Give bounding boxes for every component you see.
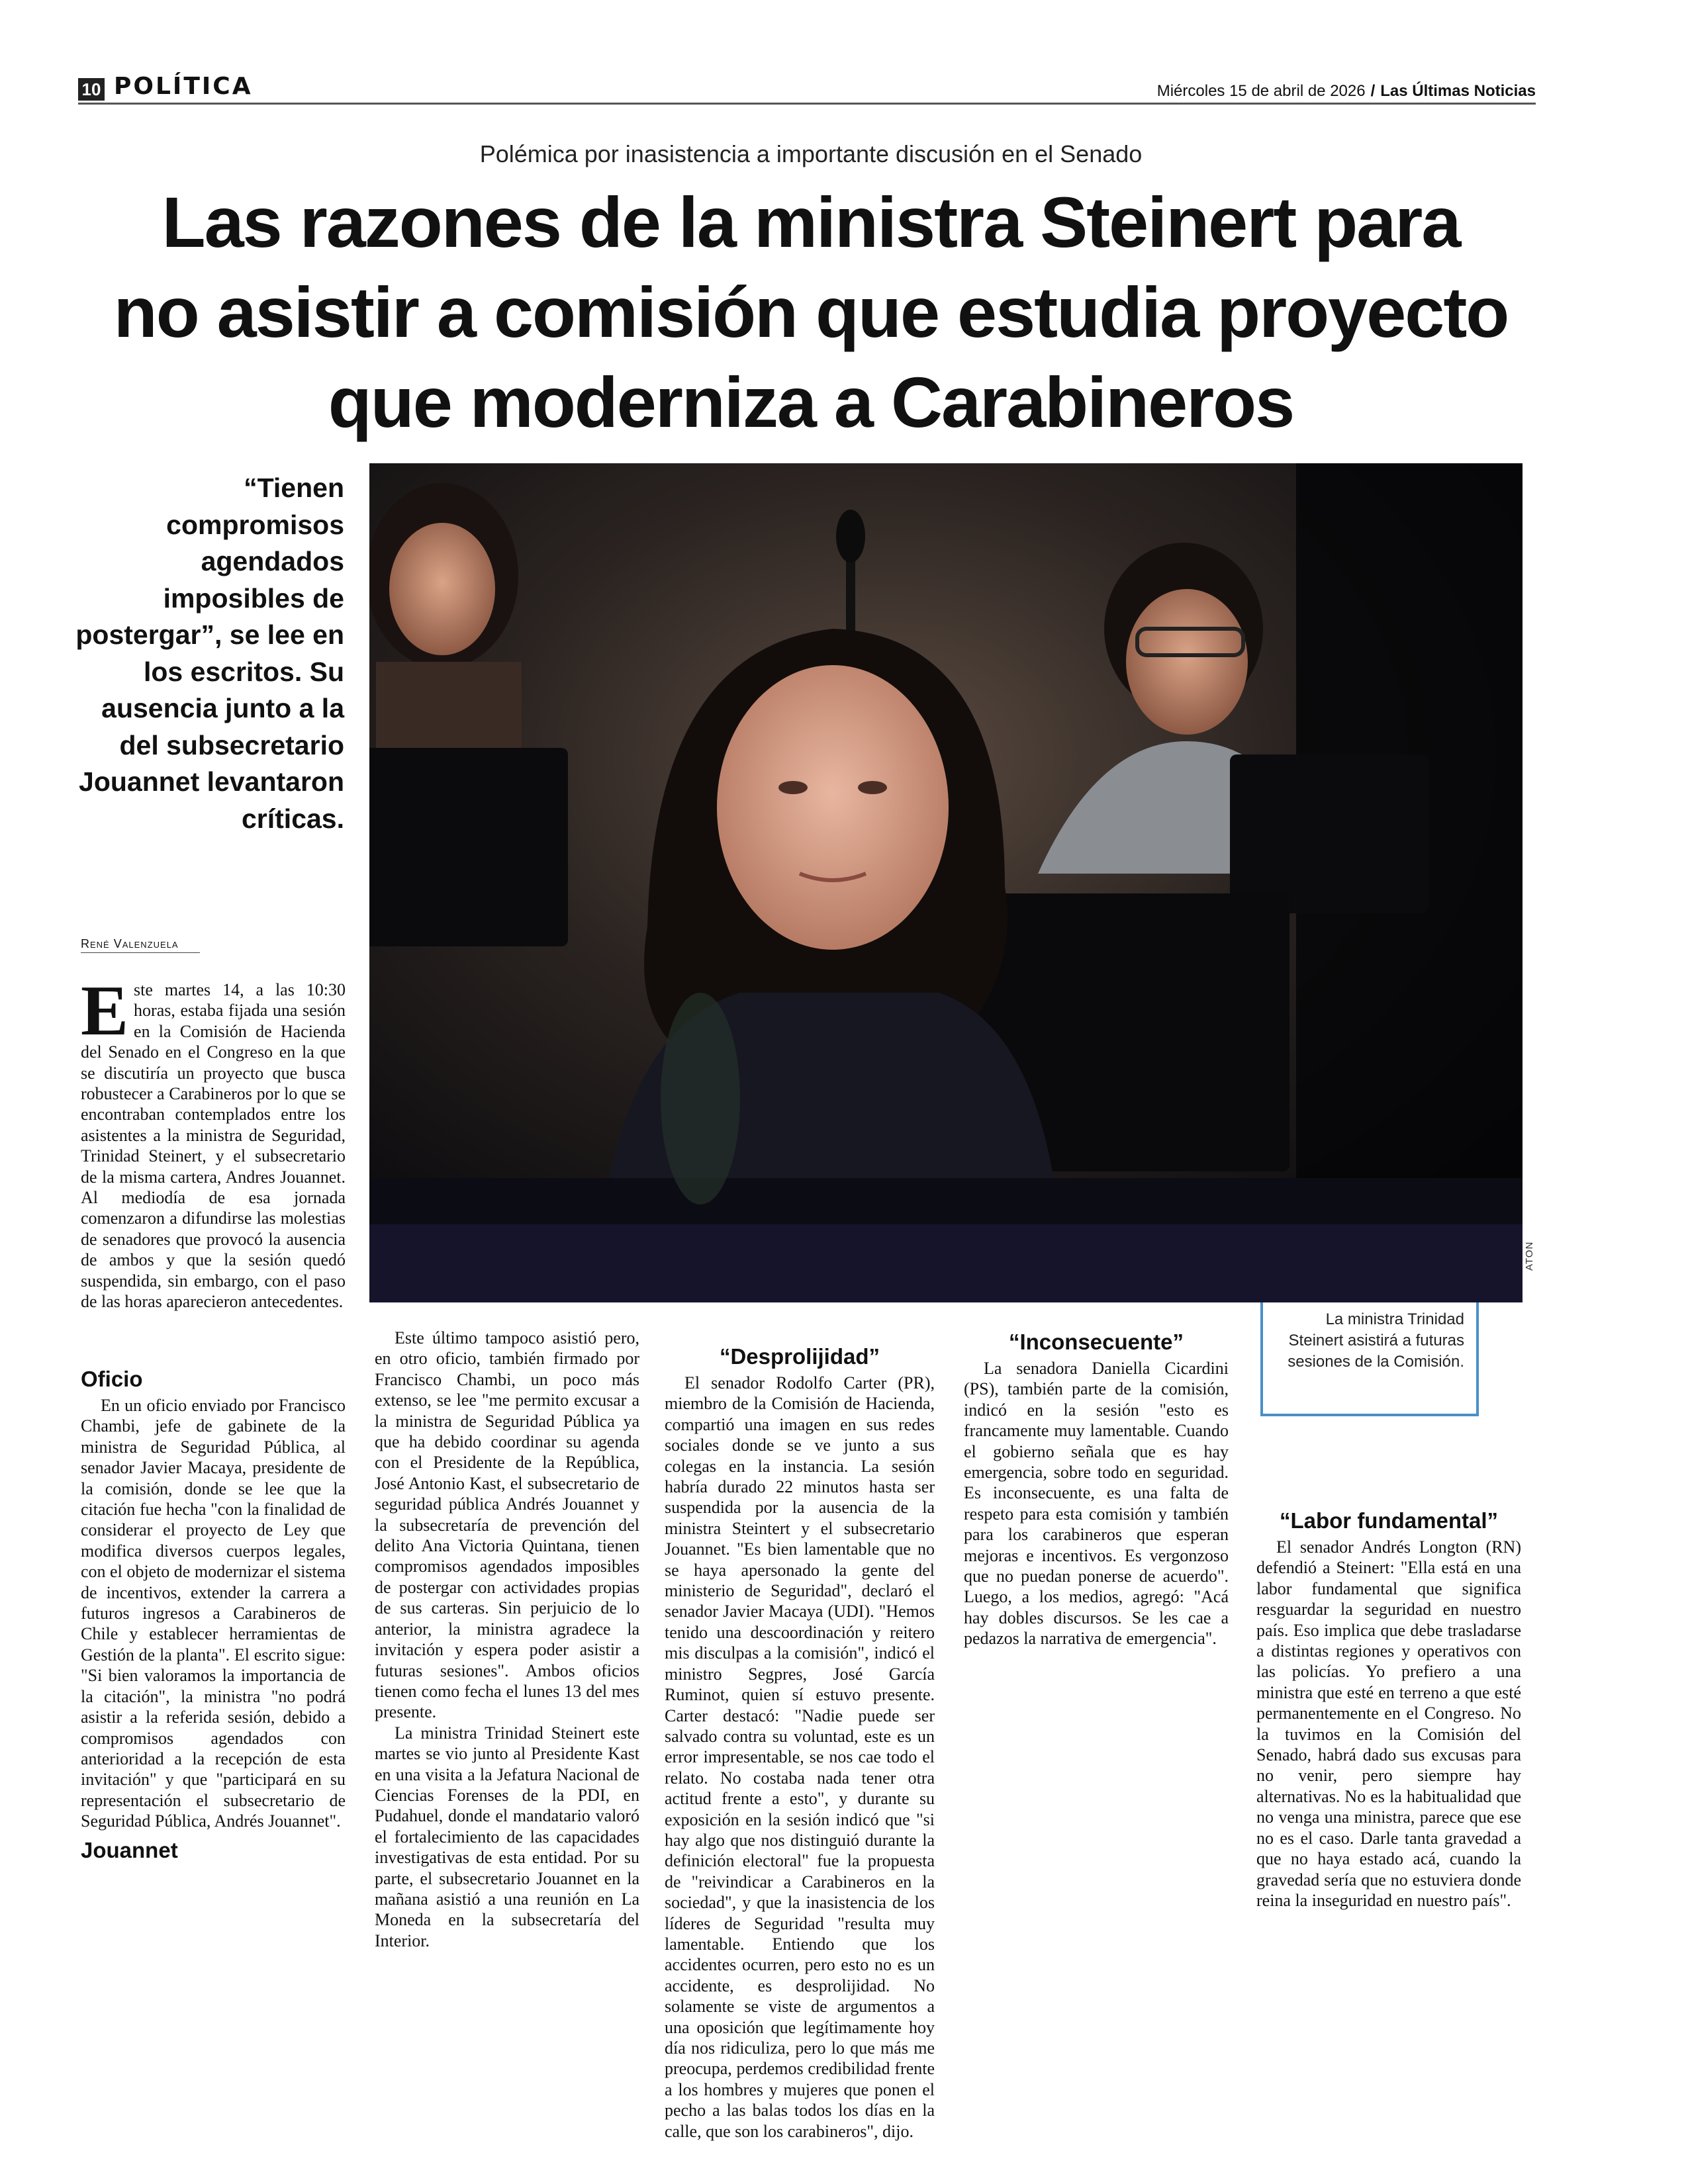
headline-line: no asistir a comisión que estudia proyecto: [113, 272, 1509, 352]
section-paragraph: En un oficio enviado por Francisco Chambi, jefe de gabinete de la ministra de Seguridad Pública, al senador Javier Macaya, presidente de la comisión, donde se lee que la citación fue hecha "con la finalidad de considerar el proyecto de Ley que modifica diversos cuerpos legales, con el objeto de modernizar el sistema de incentivos, extender la carrera a futuros ingresos a Carabineros de Chile y establecer herramientas de Gestión de la planta". El escrito sigue: "Si bien valoramos la importancia de la citación", la ministra "no podrá asistir a la referida sesión, debido a compromisos agendados con anterioridad a la recepción de esta invitación" y que "participará en su representación el subsecretario de Seguridad Pública, Andrés Jouannet".: [81, 1396, 346, 1831]
section-paragraph: La ministra Trinidad Steinert este martes se vio junto al Presidente Kast en una visita a la Jefatura Nacional de Ciencias Forenses de la PDI, en Pudahuel, donde el mandatario valoró el fortalecimiento de las capacidades investigativas de esta entidad. Por su parte, el subsecretario Jouannet en la mañana asistió a una reunión en La Moneda en la subsecretaría del Interior.: [375, 1723, 639, 1950]
photo-caption: La ministra Trinidad Steinert asistirá a futuras sesiones de la Comisión.: [1260, 1302, 1479, 1416]
page-number: 10: [78, 78, 105, 101]
lead-paragraph: [81, 972, 346, 1312]
header-rule: [78, 103, 1536, 105]
publication-date: Miércoles 15 de abril de 2026: [1156, 82, 1366, 100]
dateline-separator: /: [1370, 82, 1376, 100]
kicker: Polémica por inasistencia a importante discusión en el Senado: [479, 140, 1143, 167]
newspaper-name: Las Últimas Noticias: [1380, 82, 1536, 100]
column-2: [375, 1328, 639, 1951]
column-5: [1256, 1502, 1521, 1911]
column-4: [964, 1324, 1229, 1649]
subhead-oficio: Oficio: [81, 1367, 143, 1391]
headline-line: que moderniza a Carabineros: [328, 362, 1294, 442]
section-paragraph: La senadora Daniella Cicardini (PS), también parte de la comisión, indicó en la sesión "esto es francamente muy lamentable. Cuando el gobierno señala que es hay emergencia, sobre todo en seguridad. Es inconsecuente, es una falta de respeto para esta comisión y también para los carabineros que esperan mejoras e incentivos. Es vergonzoso que no puedan ponerse de acuerdo". Luego, a los medios, agregó: "Acá hay dobles discursos. Se les cae a pedazos la narrativa de emergencia".: [964, 1359, 1229, 1649]
subhead-inconsecuente: “Inconsecuente”: [1008, 1330, 1184, 1354]
pull-quote: “Tienen compromisos agendados imposibles de postergar”, se lee en los escritos. Su ausencia junto a la del subsecretario Jouannet levantaron críticas.: [75, 473, 344, 834]
main-photo: [369, 463, 1523, 1302]
byline: René Valenzuela: [81, 937, 200, 953]
subhead-jouannet: Jouannet: [81, 1837, 178, 1862]
subhead-labor-fundamental: “Labor fundamental”: [1279, 1508, 1499, 1533]
column-1-continued: [81, 1361, 346, 1866]
dateline: [1157, 82, 1536, 101]
column-1: [81, 972, 346, 1312]
photo-credit: ATON: [1524, 1241, 1535, 1271]
lead-text: ste martes 14, a las 10:30 horas, estaba fijada una sesión en la Comisión de Hacienda del Senado en el Congreso en la que se discutiría un proyecto que busca robustecer a Carabineros por lo que se encontraban contemplados entre los asistentes a la ministra de Seguridad, Trinidad Steinert, y el subsecretario de la misma cartera, Andres Jouannet. Al mediodía de esa jornada comenzaron a difundirse las molestias de senadores que provocó la ausencia de ambos y que la sesión quedó suspendida, sin embargo, con el paso de las horas aparecieron antecedentes.: [81, 980, 346, 1312]
column-3: [665, 1338, 935, 2142]
photo-illustration: [369, 463, 1523, 1302]
section-paragraph: El senador Rodolfo Carter (PR), miembro de la Comisión de Hacienda, compartió una imagen en sus redes sociales donde se ve junto a sus colegas en la instancia. La sesión habría durado 22 minutos hasta ser suspendida por la ausencia de la ministra Steintert y el subsecretario Jouannet. "Es bien lamentable que no se haya apersonado la gente del ministerio de Seguridad", declaró el senador Javier Macaya (UDI). "Hemos tenido una descoordinación y reitero mis disculpas a la comisión", indicó el ministro Segpres, José García Ruminot, quien sí estuvo presente. Carter destacó: "Nadie puede ser salvado contra su voluntad, este es un error impresentable, se nos cae todo el relato. No costaba nada tener otra actitud frente a esto", y durante su exposición en la sesión indicó que "si hay algo que nos distinguió durante la definición electoral" fue la propuesta de "reivindicar a Carabineros en la sociedad", y que la inasistencia de los líderes de Seguridad "resulta muy lamentable. Entiendo que los accidentes ocurren, pero esto no es un accidente, es desprolijidad. No solamente se viste de argumentos a una oposición que legítimamente hoy día nos ridiculiza, pero lo que más me preocupa, perdemos credibilidad frente a los hombres y mujeres que ponen el pecho a las balas todos los días en la calle, que son los carabineros", dijo.: [665, 1373, 935, 2141]
section-name: POLÍTICA: [114, 73, 253, 100]
subhead-desprolijidad: “Desprolijidad”: [719, 1344, 880, 1369]
headline: [66, 177, 1556, 447]
headline-line: Las razones de la ministra Steinert para: [162, 182, 1460, 262]
section-paragraph: Este último tampoco asistió pero, en otro oficio, también firmado por Francisco Chambi, un poco más extenso, se lee "me permito excusar a la ministra de Seguridad Pública ya que ha debido coordinar su agenda con el Presidente de la República, José Antonio Kast, el subsecretario de seguridad pública Andrés Jouannet y la subsecretaría de prevención del delito Ana Victoria Quintana, tienen compromisos agendados imposibles de postergar con actividades propias de sus carteras. Sin perjuicio de lo anterior, la ministra agradece la invitación y espera poder asistir a futuras sesiones". Ambos oficios tienen como fecha el lunes 13 del mes presente.: [375, 1328, 639, 1722]
drop-cap: E: [81, 972, 129, 1050]
section-paragraph: El senador Andrés Longton (RN) defendió a Steinert: "Ella está en una labor fundamental que significa resguardar la seguridad en nuestro país. Eso implica que debe trasladarse a distintas regiones y operativos con las policías. Yo prefiero a una ministra que esté en terreno a que esté permanentemente en el Congreso. No la tuvimos en la Comisión del Senado, habrá dado sus excusas para no venir, pero siempre hay alternativas. No es la habitualidad que no venga una ministra, parece que ese no es el caso. Darle tanta gravedad a que no haya estado acá, cuando la gravedad sería que no estuviera donde reina la inseguridad en nuestro país".: [1256, 1537, 1521, 1910]
